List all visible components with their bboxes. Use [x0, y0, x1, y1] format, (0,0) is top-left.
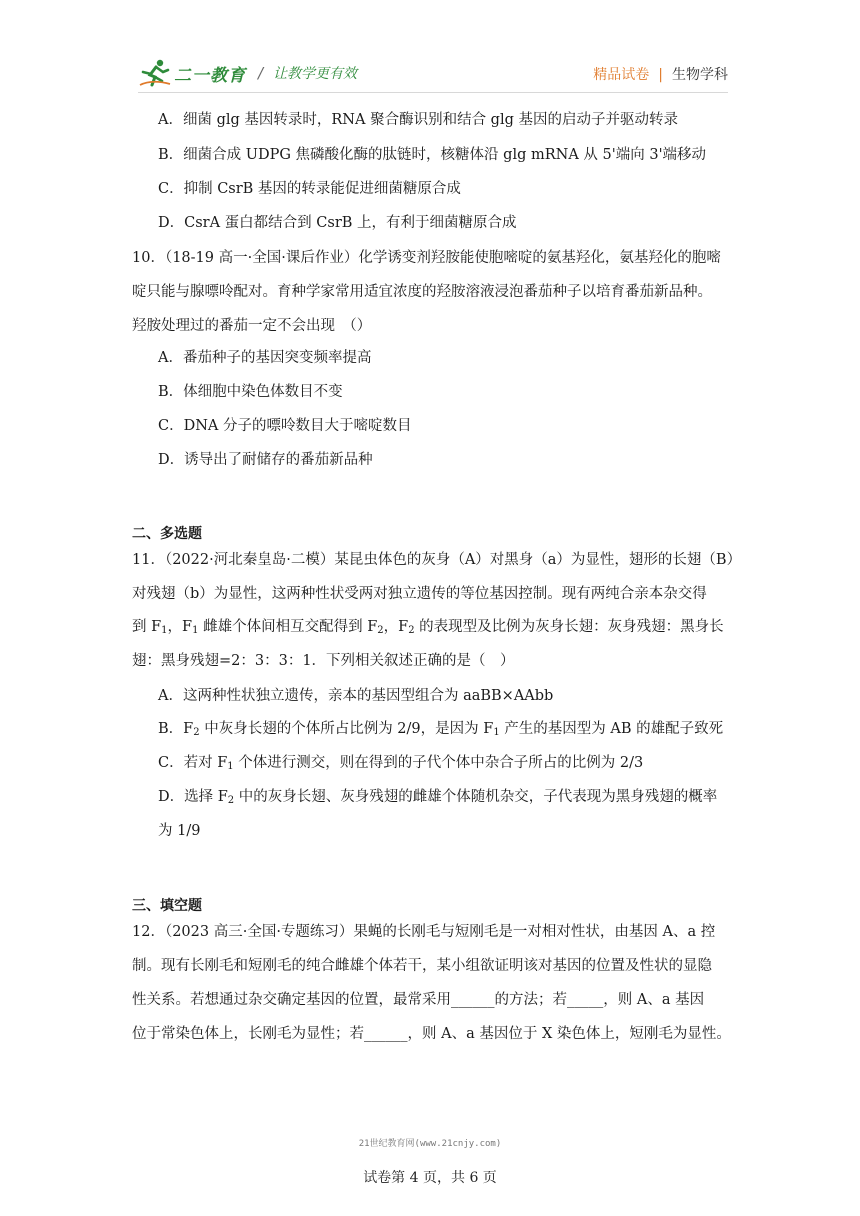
- header-label-premium: 精品试卷: [593, 67, 650, 83]
- q12-stem-line-1: 12．（2023 高三·全国·专题练习）果蝇的长刚毛与短刚毛是一对相对性状，由基因 A、a 控: [132, 924, 716, 940]
- q12-stem-line-4: 位于常染色体上，长刚毛为显性；若______，则 A、a 基因位于 X 染色体上，短刚毛为显性。: [132, 1026, 731, 1042]
- q9-option-d: D．CsrA 蛋白都结合到 CsrB 上，有利于细菌糖原合成: [158, 215, 517, 231]
- q10-option-d: D．诱导出了耐储存的番茄新品种: [158, 452, 373, 468]
- q10-option-a: A．番茄种子的基因突变频率提高: [158, 350, 372, 366]
- q12-stem-line-2: 制。现有长刚毛和短刚毛的纯合雌雄个体若干，某小组欲证明该对基因的位置及性状的显隐: [132, 958, 712, 974]
- header-right: [593, 64, 728, 84]
- header-divider: |: [658, 67, 663, 83]
- q10-stem-line-1: 10．（18-19 高一·全国·课后作业）化学诱变剂羟胺能使胞嘧啶的氨基羟化，氨基羟化的胞嘧: [132, 250, 721, 266]
- logo-text: 二一教育: [174, 65, 246, 86]
- q11-option-d: D．选择 $F_2$ 中的灰身长翅、灰身残翅的雌雄个体随机杂交，子代表现为黑身残翅的概率: [158, 789, 718, 806]
- q11-option-d-continued: 为 1/9: [158, 823, 201, 839]
- q11-stem-line-4: 翅：黑身残翅=2：3：3：1．下列相关叙述正确的是（ ）: [132, 653, 515, 669]
- section-title-fill-in: 三、填空题: [132, 898, 202, 914]
- q11-option-b: B．$F_2$ 中灰身长翅的个体所占比例为 2/9，是因为 $F_1$ 产生的基因型为 AB 的雄配子致死: [158, 721, 724, 738]
- footer-website: 21世纪教育网(www.21cnjy.com): [358, 1139, 502, 1149]
- q11-option-a: A．这两种性状独立遗传，亲本的基因型组合为 aaBB×AAbb: [158, 688, 554, 704]
- q9-option-c: C．抑制 CsrB 基因的转录能促进细菌糖原合成: [158, 181, 461, 197]
- logo: [138, 58, 357, 88]
- q11-stem-line-1: 11．（2022·河北秦皇岛·二模）某昆虫体色的灰身（A）对黑身（a）为显性，翅形的长翅（B）: [132, 552, 742, 568]
- section-title-multiple-choice: 二、多选题: [132, 526, 202, 542]
- header-label-subject: 生物学科: [672, 67, 728, 83]
- q10-stem-line-2: 啶只能与腺嘌呤配对。育种学家常用适宜浓度的羟胺溶液浸泡番茄种子以培育番茄新品种。: [132, 284, 712, 300]
- q11-stem-line-2: 对残翅（b）为显性，这两种性状受两对独立遗传的等位基因控制。现有两纯合亲本杂交得: [132, 586, 707, 602]
- header-rule: [138, 92, 728, 93]
- page-number: 试卷第 4 页，共 6 页: [363, 1170, 497, 1186]
- q9-option-b: B．细菌合成 UDPG 焦磷酸化酶的肽链时，核糖体沿 glg mRNA 从 5'端向 3'端移动: [158, 147, 707, 163]
- q10-option-b: B．体细胞中染色体数目不变: [158, 384, 343, 400]
- slogan: 让教学更有效: [273, 66, 358, 82]
- q12-stem-line-3: 性关系。若想通过杂交确定基因的位置，最常采用______的方法；若_____，则 A、a 基因: [132, 992, 705, 1008]
- page-header: [138, 58, 728, 90]
- runner-logo-icon: [138, 58, 172, 88]
- q9-option-a: A．细菌 glg 基因转录时，RNA 聚合酶识别和结合 glg 基因的启动子并驱动转录: [158, 112, 678, 128]
- logo-separator: /: [258, 64, 264, 82]
- q11-option-c: C．若对 $F_1$ 个体进行测交，则在得到的子代个体中杂合子所占的比例为 2/3: [158, 755, 644, 772]
- q10-stem-line-3: 羟胺处理过的番茄一定不会出现 （）: [132, 318, 372, 334]
- q11-stem-line-3: 到 $F_1$，$F_1$ 雌雄个体间相互交配得到 $F_2$，$F_2$ 的表现型及比例为灰身长翅：灰身残翅：黑身长: [132, 619, 724, 636]
- q10-option-c: C．DNA 分子的嘌呤数目大于嘧啶数目: [158, 418, 412, 434]
